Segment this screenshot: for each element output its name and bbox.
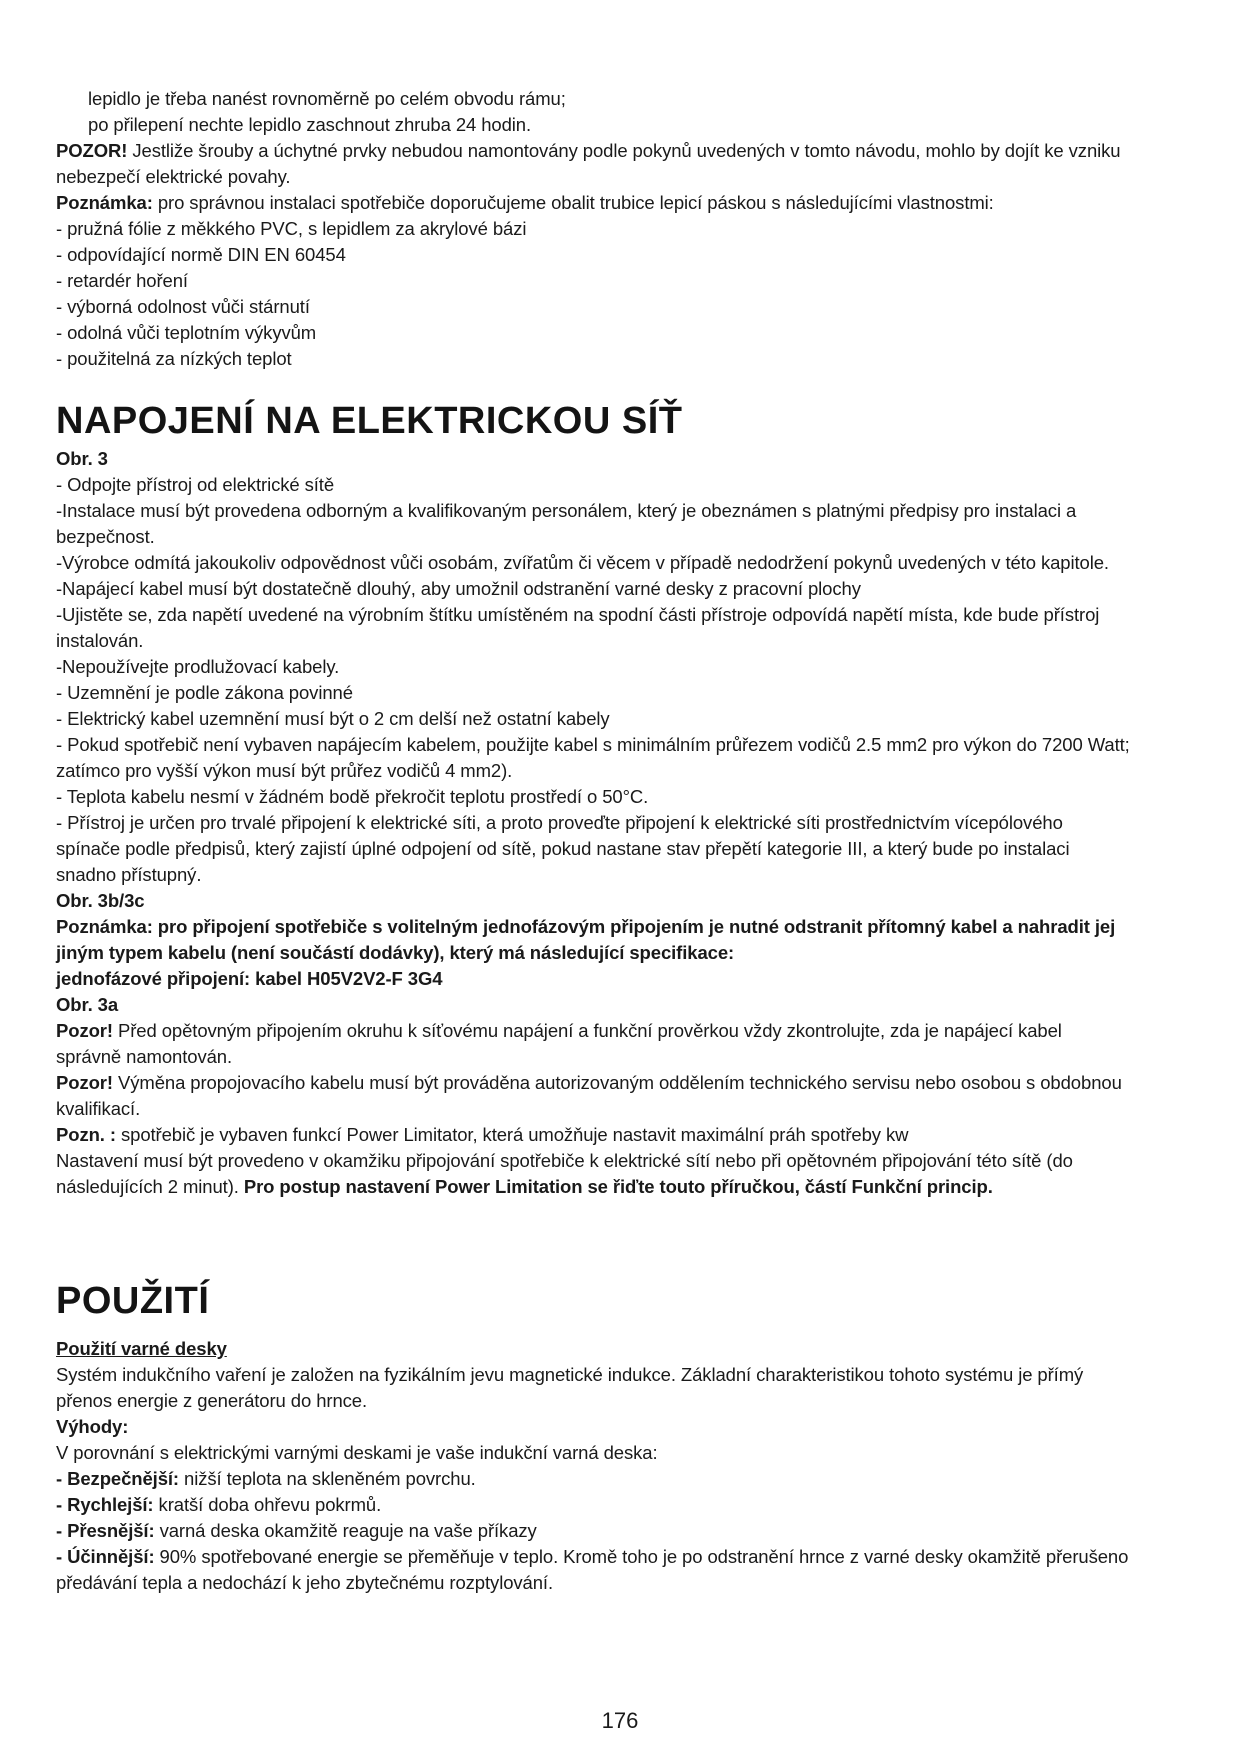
- text-line: -Instalace musí být provedena odborným a kvalifikovaným personálem, který je obeznámen s platnými předpisy pro instalaci a: [56, 500, 1077, 521]
- list-item: [56, 1520, 537, 1542]
- pozor-text: Jestliže šrouby a úchytné prvky nebudou namontovány podle pokynů uvedených v tomto návodu, mohlo by dojít ke vzniku: [127, 140, 1121, 161]
- pozor-text-cont: kvalifikací.: [56, 1098, 141, 1119]
- pozor-text-cont: nebezpečí elektrické povahy.: [56, 166, 291, 187]
- pozn-text: spotřebič je vybaven funkcí Power Limitator, která umožňuje nastavit maximální práh spotřeby kw: [115, 1124, 909, 1145]
- nast-text: následujících 2 minut).: [56, 1176, 244, 1197]
- text-line: spínače podle předpisů, který zajistí úplné odpojení od sítě, pokud nastane stav přepětí kategorie III, a který bude po instalaci: [56, 838, 1070, 859]
- advantages-label: Výhody:: [56, 1416, 129, 1437]
- text-line: - Elektrický kabel uzemnění musí být o 2 cm delší než ostatní kabely: [56, 708, 610, 729]
- pozor-text-cont: správně namontován.: [56, 1046, 233, 1067]
- note-paragraph: [56, 192, 994, 214]
- item-text: nižší teplota na skleněném povrchu.: [179, 1468, 476, 1489]
- text-line: instalován.: [56, 630, 144, 651]
- pozn-paragraph: [56, 1124, 908, 1146]
- pozor-text: Před opětovným připojením okruhu k síťovému napájení a funkční prověrkou vždy zkontrolujte, zda je napájecí kabel: [112, 1020, 1062, 1041]
- pozn-label: Pozn. :: [56, 1124, 116, 1145]
- text-line: přenos energie z generátoru do hrnce.: [56, 1390, 368, 1411]
- list-item: - odolná vůči teplotním výkyvům: [56, 322, 317, 343]
- pozor-paragraph: [56, 140, 1120, 162]
- figure-ref: Obr. 3b/3c: [56, 890, 145, 911]
- pozor-paragraph: [56, 1020, 1062, 1042]
- section-heading-usage: POUŽITÍ: [56, 1280, 210, 1322]
- pozor-text: Výměna propojovacího kabelu musí být prováděna autorizovaným oddělením technického servisu nebo osobou s obdobnou: [112, 1072, 1122, 1093]
- text-line: Nastavení musí být provedeno v okamžiku připojování spotřebiče k elektrické sítí nebo při opětovném připojování této sítě (do: [56, 1150, 1073, 1171]
- text-line: předávání tepla a nedochází k jeho zbytečnému rozptylování.: [56, 1572, 553, 1593]
- text-line: V porovnání s elektrickými varnými deskami je vaše indukční varná deska:: [56, 1442, 658, 1463]
- text-line: - Pokud spotřebič není vybaven napájecím kabelem, použijte kabel s minimálním průřezem vodičů 2.5 mm2 pro výkon do 7200 Watt;: [56, 734, 1130, 755]
- item-label: - Bezpečnější:: [56, 1468, 179, 1489]
- pozor-label: POZOR!: [56, 140, 128, 161]
- intro-line: lepidlo je třeba nanést rovnoměrně po celém obvodu rámu;: [88, 88, 566, 109]
- text-line: [56, 1176, 993, 1198]
- text-line: zatímco pro vyšší výkon musí být průřez vodičů 4 mm2).: [56, 760, 513, 781]
- text-line: - Teplota kabelu nesmí v žádném bodě překročit teplotu prostředí o 50°C.: [56, 786, 649, 807]
- item-text: varná deska okamžitě reaguje na vaše příkazy: [154, 1520, 537, 1541]
- text-line: -Nepoužívejte prodlužovací kabely.: [56, 656, 340, 677]
- list-item: - výborná odolnost vůči stárnutí: [56, 296, 310, 317]
- item-label: - Účinnější:: [56, 1546, 155, 1567]
- page-number: 176: [601, 1708, 639, 1733]
- list-item: [56, 1468, 476, 1490]
- note-label: Poznámka:: [56, 192, 153, 213]
- section-heading-electric: NAPOJENÍ NA ELEKTRICKOU SÍŤ: [56, 400, 683, 442]
- text-line: snadno přístupný.: [56, 864, 202, 885]
- text-line: -Ujistěte se, zda napětí uvedené na výrobním štítku umístěném na spodní části přístroje odpovídá napětí místa, kde bude přístroj: [56, 604, 1100, 625]
- subheading: Použití varné desky: [56, 1338, 227, 1359]
- figure-ref: Obr. 3: [56, 448, 108, 469]
- text-line: - Odpojte přístroj od elektrické sítě: [56, 474, 335, 495]
- list-item: [56, 1494, 381, 1516]
- pozor-label: Pozor!: [56, 1020, 113, 1041]
- item-label: - Přesnější:: [56, 1520, 155, 1541]
- bold-note-line: Poznámka: pro připojení spotřebiče s volitelným jednofázovým připojením je nutné odstranit přítomný kabel a nahradit jej: [56, 916, 1116, 937]
- nast-bold-text: Pro postup nastavení Power Limitation se řiďte touto příručkou, částí Funkční princip.: [243, 1176, 993, 1197]
- pozor-label: Pozor!: [56, 1072, 113, 1093]
- text-line: -Výrobce odmítá jakoukoliv odpovědnost vůči osobám, zvířatům či věcem v případě nedodržení pokynů uvedených v této kapitole.: [56, 552, 1109, 573]
- list-item: [56, 1546, 1128, 1568]
- pozor-paragraph: [56, 1072, 1122, 1094]
- text-line: bezpečnost.: [56, 526, 155, 547]
- bold-note-line: jednofázové připojení: kabel H05V2V2-F 3G4: [56, 968, 443, 989]
- item-label: - Rychlejší:: [56, 1494, 154, 1515]
- note-text: pro správnou instalaci spotřebiče doporučujeme obalit trubice lepicí páskou s následujícími vlastnostmi:: [152, 192, 994, 213]
- item-text: kratší doba ohřevu pokrmů.: [153, 1494, 382, 1515]
- bold-note-line: jiným typem kabelu (není součástí dodávky), který má následující specifikace:: [56, 942, 735, 963]
- figure-ref: Obr. 3a: [56, 994, 119, 1015]
- text-line: -Napájecí kabel musí být dostatečně dlouhý, aby umožnil odstranění varné desky z pracovní plochy: [56, 578, 861, 599]
- list-item: - použitelná za nízkých teplot: [56, 348, 292, 369]
- list-item: - pružná fólie z měkkého PVC, s lepidlem za akrylové bázi: [56, 218, 527, 239]
- intro-line: po přilepení nechte lepidlo zaschnout zhruba 24 hodin.: [88, 114, 532, 135]
- list-item: - retardér hoření: [56, 270, 188, 291]
- text-line: Systém indukčního vaření je založen na fyzikálním jevu magnetické indukce. Základní charakteristikou tohoto systému je přímý: [56, 1364, 1084, 1385]
- text-line: - Uzemnění je podle zákona povinné: [56, 682, 353, 703]
- list-item: - odpovídající normě DIN EN 60454: [56, 244, 346, 265]
- text-line: - Přístroj je určen pro trvalé připojení k elektrické síti, a proto proveďte připojení k elektrické síti prostřednictvím vícepólového: [56, 812, 1063, 833]
- item-text: 90% spotřebované energie se přeměňuje v teplo. Kromě toho je po odstranění hrnce z varné desky okamžitě přerušeno: [154, 1546, 1129, 1567]
